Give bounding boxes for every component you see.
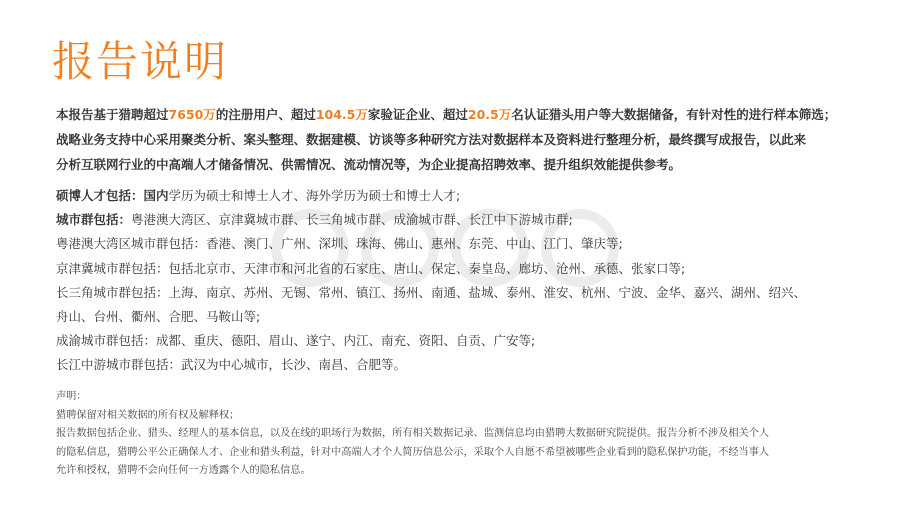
intro-text: 本报告基于猎聘超过 (56, 107, 169, 122)
definition-text: 学历为硕士和博士人才、海外学历为硕士和博士人才; (168, 188, 461, 203)
verified-companies-count: 104.5万 (315, 107, 368, 122)
intro-text: 名认证猎头用户等大数据储备，有针对性的进行样本筛选； (511, 107, 837, 122)
definition-yrd-line-2: 舟山、台州、衢州、合肥、马鞍山等; (56, 309, 261, 325)
disclaimer-line-3: 的隐私信息，猎聘公平公正确保人才、企业和猎头利益，针对中高端人才个人简历信息公示，采取个人自愿不希望被哪些企业看到的隐私保护功能，不经当事人 (56, 446, 770, 458)
intro-paragraph (56, 102, 886, 177)
disclaimer (56, 388, 876, 481)
definition-sublabel: 国内 (143, 188, 169, 203)
definition-text: 粤港澳大湾区、京津冀城市群、长三角城市群、成渝城市群、长江中下游城市群; (131, 212, 573, 228)
definition-jjj: 京津冀城市群包括：包括北京市、天津市和河北省的石家庄、唐山、保定、秦皇岛、廊坊、沧州、承德、张家口等; (56, 260, 686, 276)
definition-yrd-line-1: 长三角城市群包括：上海、南京、苏州、无锡、常州、镇江、扬州、南通、盐城、泰州、淮安、杭州、宁波、金华、嘉兴、湖州、绍兴、 (56, 284, 807, 300)
definitions-list (56, 184, 886, 378)
intro-text: 家验证企业、超过 (367, 107, 468, 122)
definition-label: 硕博人才包括： (56, 188, 144, 203)
definition-chengyu: 成渝城市群包括：成都、重庆、德阳、眉山、遂宁、内江、南充、资阳、自贡、广安等; (56, 333, 536, 349)
intro-line-2: 战略业务支持中心采用聚类分析、案头整理、数据建模、访谈等多种研究方法对数据样本及资料进行整理分析，最终撰写成报告，以此来 (56, 132, 807, 147)
definition-gba: 粤港澳大湾区城市群包括：香港、澳门、广州、深圳、珠海、佛山、惠州、东莞、中山、江门、肇庆等; (56, 236, 623, 252)
definition-yangtze-middle: 长江中游城市群包括：武汉为中心城市，长沙、南昌、合肥等。 (56, 357, 407, 373)
intro-text: 的注册用户、超过 (215, 107, 316, 122)
headhunter-users-count: 20.5万 (467, 107, 512, 122)
definition-label: 城市群包括： (56, 212, 132, 228)
intro-line-3: 分析互联网行业的中高端人才储备情况、供需情况、流动情况等，为企业提高招聘效率、提升组织效能提供参考。 (56, 157, 682, 172)
disclaimer-heading: 声明： (56, 391, 87, 402)
disclaimer-line-1: 猎聘保留对相关数据的所有权及解释权； (56, 409, 240, 421)
registered-users-count: 7650万 (168, 107, 216, 122)
disclaimer-line-2: 报告数据包括企业、猎头、经理人的基本信息，以及在线的职场行为数据，所有相关数据记录、监测信息均由猎聘大数据研究院提供。报告分析不涉及相关个人 (56, 428, 770, 439)
definition-talent (56, 184, 886, 208)
definition-city-clusters (56, 208, 886, 232)
intro-line-1 (56, 102, 886, 127)
page-title: 报告说明 (52, 37, 229, 86)
disclaimer-line-4: 允许和授权，猎聘不会向任何一方透露个人的隐私信息。 (56, 465, 311, 476)
